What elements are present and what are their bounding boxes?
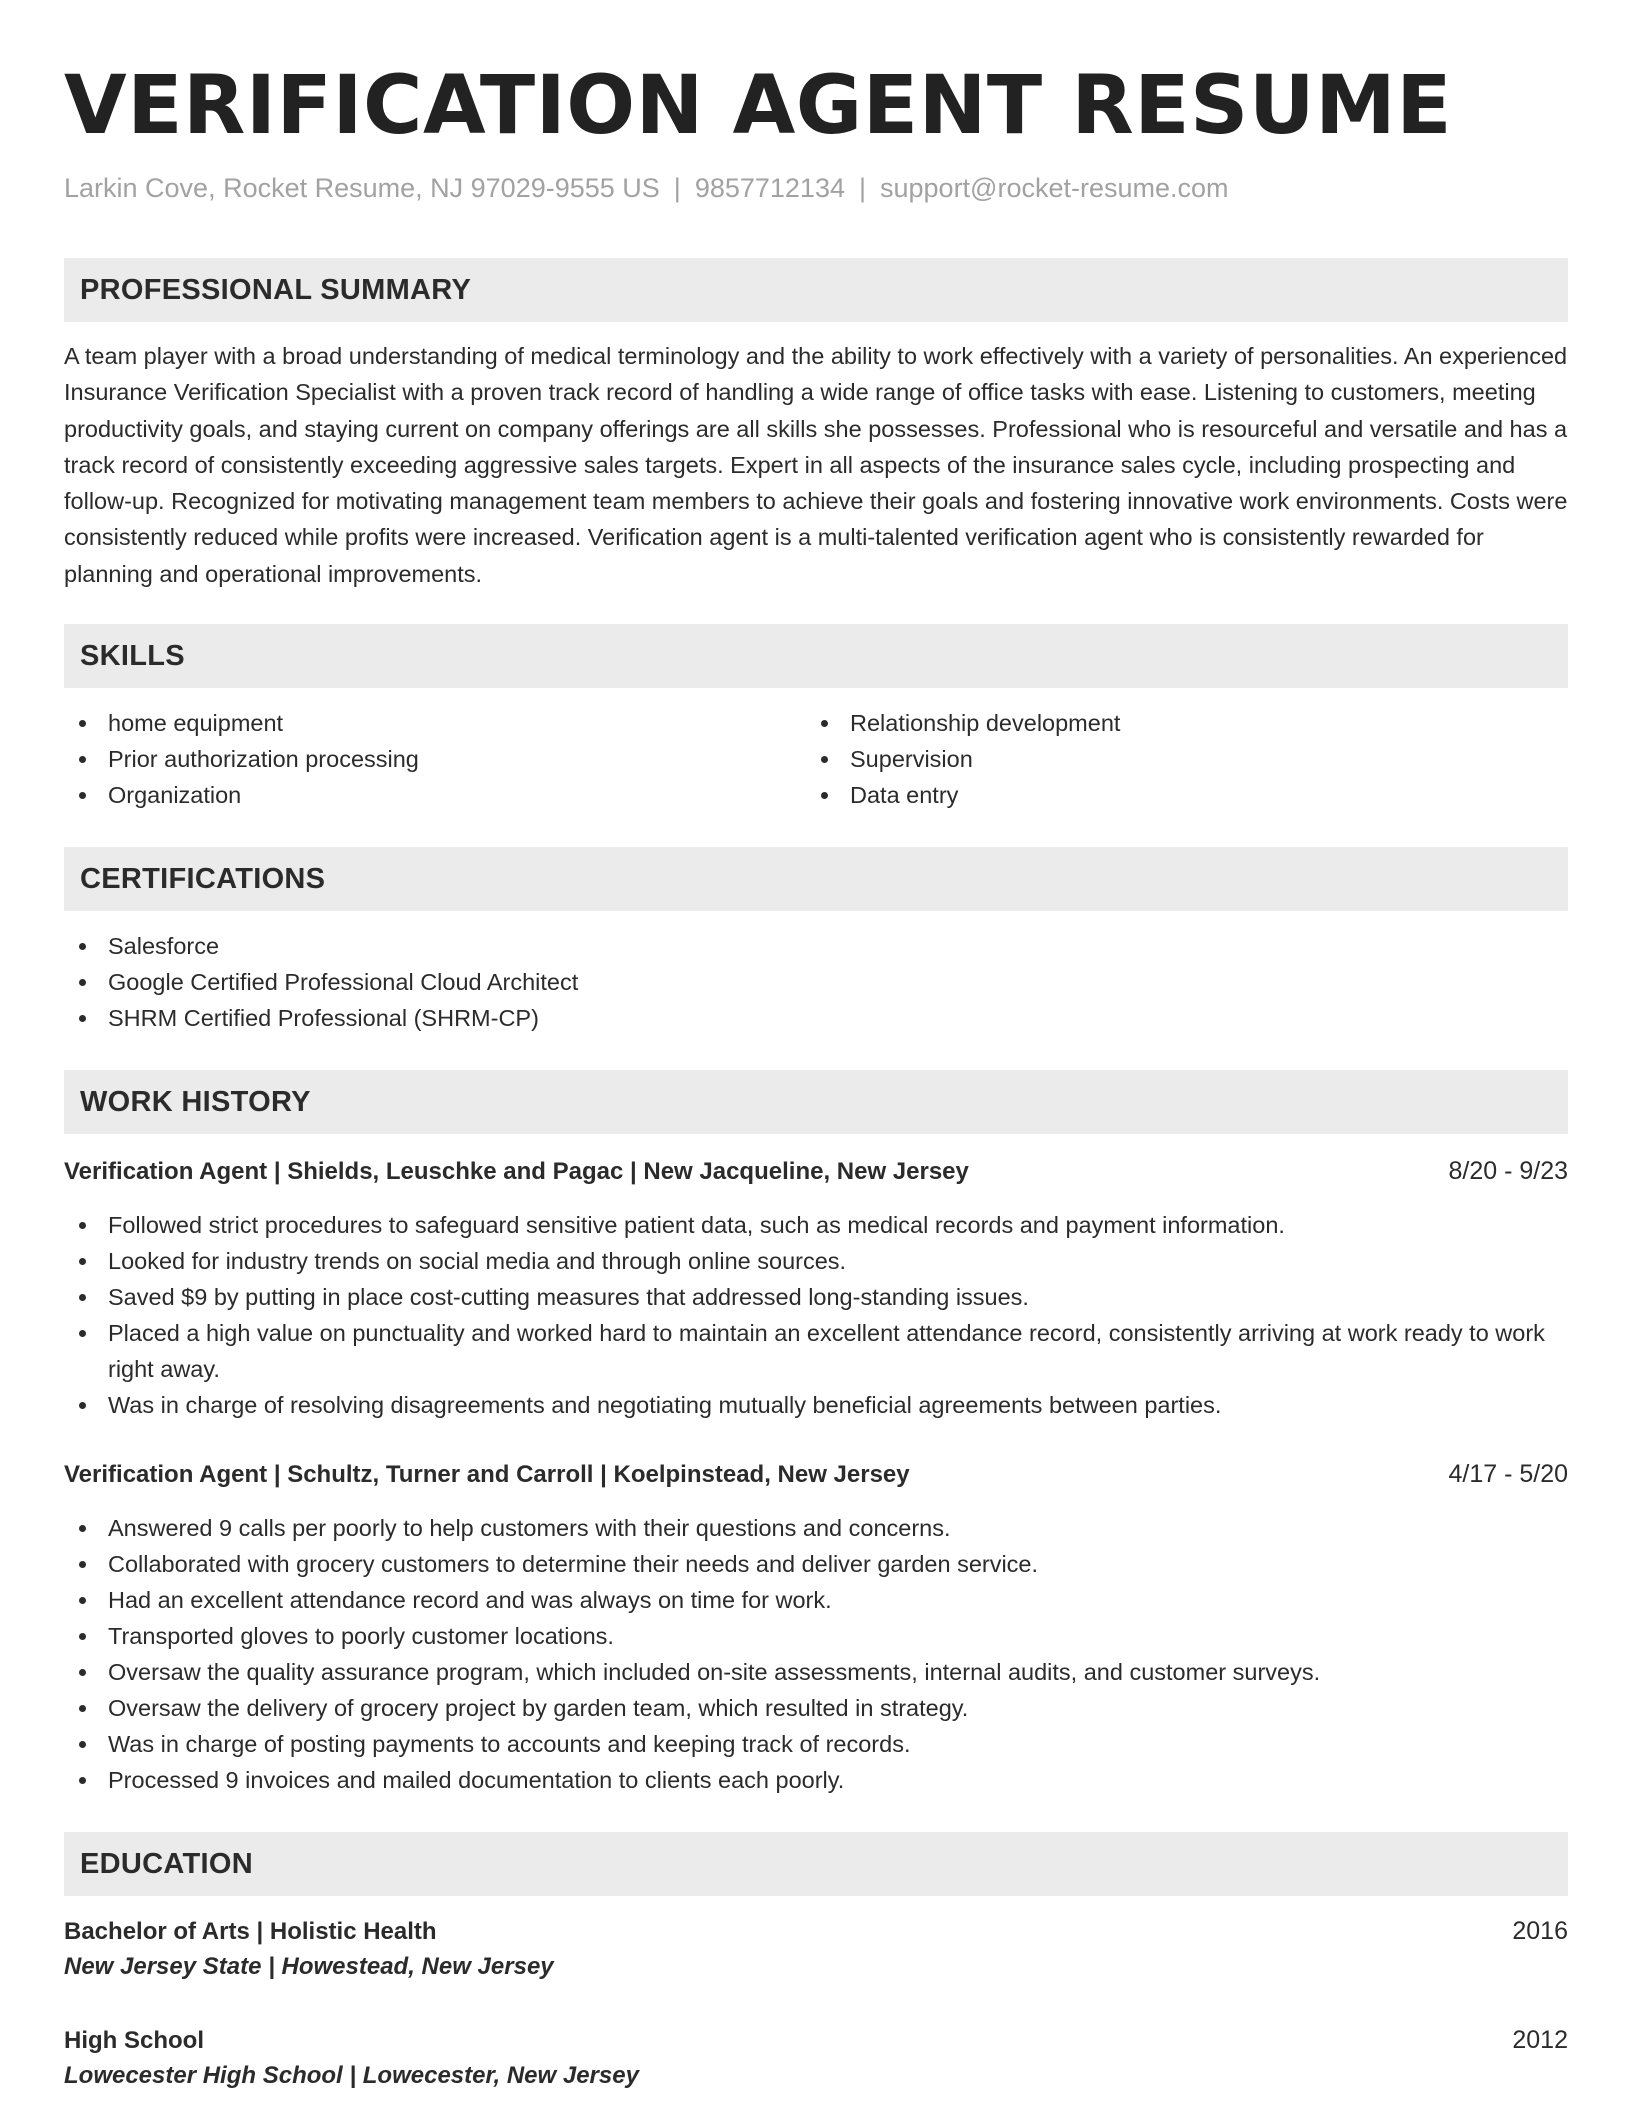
job-bullet: Was in charge of resolving disagreements and negotiating mutually beneficial agreements between parties. — [64, 1387, 1568, 1423]
certification-item: Salesforce — [64, 928, 1568, 964]
contact-separator: | — [858, 173, 866, 203]
certification-item: SHRM Certified Professional (SHRM-CP) — [64, 1000, 1568, 1036]
job-bullet: Saved $9 by putting in place cost-cutting measures that addressed long-standing issues. — [64, 1279, 1568, 1315]
job-dates: 4/17 - 5/20 — [1448, 1460, 1568, 1489]
job-title: Verification Agent | Shields, Leuschke and Pagac | New Jacqueline, New Jersey — [64, 1158, 969, 1186]
job-bullet: Oversaw the delivery of grocery project by garden team, which resulted in strategy. — [64, 1690, 1568, 1726]
skills-columns — [64, 705, 1568, 813]
section-heading-education: EDUCATION — [64, 1832, 1568, 1896]
certification-item: Google Certified Professional Cloud Architect — [64, 964, 1568, 1000]
resume-title: VERIFICATION AGENT RESUME — [64, 59, 1453, 153]
job-bullet: Answered 9 calls per poorly to help customers with their questions and concerns. — [64, 1510, 1568, 1546]
contact-phone: 9857712134 — [694, 173, 845, 203]
contact-email: support@rocket-resume.com — [880, 173, 1229, 203]
section-heading-certifications: CERTIFICATIONS — [64, 847, 1568, 911]
job-bullet: Placed a high value on punctuality and worked hard to maintain an excellent attendance record, consistently arriving at work ready to work right away. — [64, 1315, 1568, 1387]
education-header — [64, 2023, 1568, 2058]
skill-item: Data entry — [806, 777, 1548, 813]
certifications-list — [64, 928, 1568, 1036]
school-name: New Jersey State | Howestead, New Jersey — [64, 1953, 554, 1981]
skill-item: home equipment — [64, 705, 806, 741]
job-bullet: Transported gloves to poorly customer locations. — [64, 1618, 1568, 1654]
contact-line — [64, 170, 1568, 206]
skill-item: Relationship development — [806, 705, 1548, 741]
job-dates: 8/20 - 9/23 — [1448, 1157, 1568, 1186]
job-bullet: Collaborated with grocery customers to determine their needs and deliver garden service. — [64, 1546, 1568, 1582]
school-name: Lowecester High School | Lowecester, New Jersey — [64, 2062, 639, 2090]
section-heading-skills: SKILLS — [64, 624, 1568, 688]
degree-title: Bachelor of Arts | Holistic Health — [64, 1918, 437, 1946]
job-bullets — [64, 1510, 1568, 1798]
contact-separator: | — [673, 173, 681, 203]
job-header — [64, 1154, 1568, 1189]
section-heading-work-history: WORK HISTORY — [64, 1070, 1568, 1134]
job-bullet: Had an excellent attendance record and was always on time for work. — [64, 1582, 1568, 1618]
job-header — [64, 1457, 1568, 1492]
job-bullet: Looked for industry trends on social media and through online sources. — [64, 1243, 1568, 1279]
job-bullet: Was in charge of posting payments to accounts and keeping track of records. — [64, 1726, 1568, 1762]
degree-title: High School — [64, 2027, 204, 2055]
skills-list-left — [64, 705, 806, 813]
job-bullet: Processed 9 invoices and mailed documentation to clients each poorly. — [64, 1762, 1568, 1798]
skill-item: Supervision — [806, 741, 1548, 777]
skill-item: Prior authorization processing — [64, 741, 806, 777]
job-title: Verification Agent | Schultz, Turner and Carroll | Koelpinstead, New Jersey — [64, 1461, 910, 1489]
skill-item: Organization — [64, 777, 806, 813]
graduation-year: 2012 — [1512, 2026, 1568, 2055]
section-heading-summary: PROFESSIONAL SUMMARY — [64, 258, 1568, 322]
skills-list-right — [806, 705, 1548, 813]
summary-text: A team player with a broad understanding of medical terminology and the ability to work effectively with a variety of personalities. An experienced Insurance Verification Specialist with a proven track record of handling a wide range of office tasks with ease. Listening to customers, meeting productivity goals, and staying current on company offerings are all skills she possesses. Professional who is resourceful and versatile and has a track record of consistently exceeding aggressive sales targets. Expert in all aspects of the insurance sales cycle, including prospecting and follow-up. Recognized for motivating management team members to achieve their goals and fostering innovative work environments. Costs were consistently reduced while profits were increased. Verification agent is a multi-talented verification agent who is consistently rewarded for planning and operational improvements. — [64, 343, 1568, 587]
graduation-year: 2016 — [1512, 1917, 1568, 1946]
education-header — [64, 1914, 1568, 1949]
contact-address: Larkin Cove, Rocket Resume, NJ 97029-9555 US — [64, 173, 660, 203]
job-bullet: Followed strict procedures to safeguard sensitive patient data, such as medical records and payment information. — [64, 1207, 1568, 1243]
job-bullet: Oversaw the quality assurance program, which included on-site assessments, internal audits, and customer surveys. — [64, 1654, 1568, 1690]
job-bullets — [64, 1207, 1568, 1423]
